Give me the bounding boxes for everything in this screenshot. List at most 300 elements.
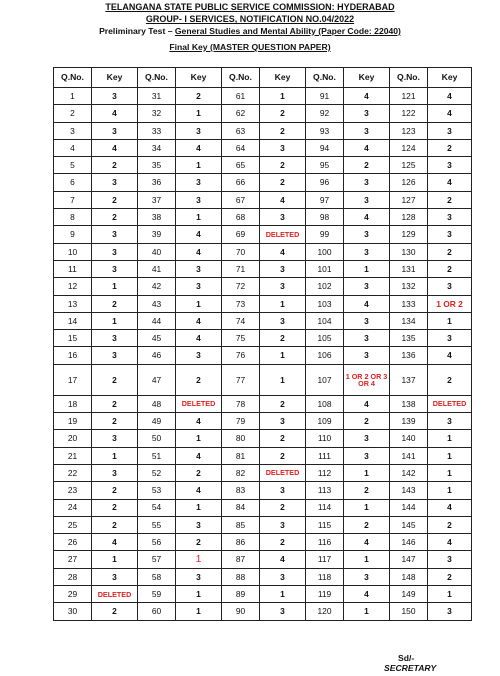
question-number: 108	[306, 395, 344, 412]
answer-key: 2	[428, 243, 472, 260]
question-number: 47	[138, 364, 176, 395]
answer-key: 2	[92, 516, 138, 533]
table-row	[54, 312, 472, 329]
question-number: 95	[306, 157, 344, 174]
answer-key: 4	[428, 499, 472, 516]
question-number: 36	[138, 174, 176, 191]
table-row	[54, 364, 472, 395]
question-number: 123	[390, 122, 428, 139]
answer-key: 4	[344, 395, 390, 412]
answer-key: 2	[428, 568, 472, 585]
answer-key: 1	[260, 586, 306, 603]
answer-key: 3	[176, 191, 222, 208]
table-row	[54, 534, 472, 551]
question-number: 16	[54, 347, 92, 364]
answer-key: 2	[92, 413, 138, 430]
question-number: 91	[306, 88, 344, 105]
question-number: 21	[54, 447, 92, 464]
answer-key: 3	[344, 347, 390, 364]
question-number: 80	[222, 430, 260, 447]
question-number: 18	[54, 395, 92, 412]
question-number: 84	[222, 499, 260, 516]
question-number: 65	[222, 157, 260, 174]
table-row	[54, 174, 472, 191]
answer-key: 2	[92, 482, 138, 499]
answer-key: 4	[260, 551, 306, 568]
answer-key: 3	[344, 330, 390, 347]
answer-key: 4	[428, 88, 472, 105]
question-number: 4	[54, 139, 92, 156]
question-number: 31	[138, 88, 176, 105]
answer-key: 2	[176, 88, 222, 105]
answer-key: 1	[92, 278, 138, 295]
question-number: 128	[390, 209, 428, 226]
table-row	[54, 278, 472, 295]
question-number: 24	[54, 499, 92, 516]
question-number: 38	[138, 209, 176, 226]
answer-key: 1	[428, 464, 472, 481]
question-number: 3	[54, 122, 92, 139]
question-number: 75	[222, 330, 260, 347]
question-number: 103	[306, 295, 344, 312]
question-number: 33	[138, 122, 176, 139]
question-number: 102	[306, 278, 344, 295]
answer-key: 2	[260, 157, 306, 174]
question-number: 117	[306, 551, 344, 568]
column-header-key: Key	[428, 68, 472, 88]
question-number: 129	[390, 226, 428, 243]
answer-key: 3	[260, 482, 306, 499]
table-row	[54, 157, 472, 174]
table-row	[54, 88, 472, 105]
answer-key: 2	[92, 295, 138, 312]
question-number: 76	[222, 347, 260, 364]
signatory-title: SECRETARY	[384, 663, 437, 673]
question-number: 85	[222, 516, 260, 533]
answer-key: 2	[176, 364, 222, 395]
table-header-row	[54, 68, 472, 88]
table-row	[54, 260, 472, 277]
question-number: 86	[222, 534, 260, 551]
paper-title-prefix: Preliminary Test –	[99, 26, 175, 36]
answer-key: 1	[428, 447, 472, 464]
table-row	[54, 395, 472, 412]
answer-key: 1	[428, 312, 472, 329]
question-number: 23	[54, 482, 92, 499]
answer-key: 2	[260, 395, 306, 412]
answer-key: 3	[260, 568, 306, 585]
question-number: 11	[54, 260, 92, 277]
answer-key: 1	[176, 157, 222, 174]
question-number: 150	[390, 603, 428, 620]
table-row	[54, 482, 472, 499]
answer-key: 4	[428, 534, 472, 551]
answer-key: 4	[176, 139, 222, 156]
question-number: 113	[306, 482, 344, 499]
answer-key: 3	[344, 278, 390, 295]
question-number: 51	[138, 447, 176, 464]
column-header-key: Key	[176, 68, 222, 88]
question-number: 132	[390, 278, 428, 295]
answer-key: 4	[176, 447, 222, 464]
answer-key: 3	[260, 260, 306, 277]
answer-key: DELETED	[260, 226, 306, 243]
answer-key: 4	[260, 191, 306, 208]
question-number: 68	[222, 209, 260, 226]
answer-key: 2	[428, 260, 472, 277]
answer-key: 2	[176, 534, 222, 551]
answer-key: 3	[260, 139, 306, 156]
table-row	[54, 226, 472, 243]
question-number: 127	[390, 191, 428, 208]
question-number: 39	[138, 226, 176, 243]
column-header-key: Key	[260, 68, 306, 88]
answer-key: DELETED	[428, 395, 472, 412]
answer-key: 2	[92, 157, 138, 174]
answer-key: 4	[176, 312, 222, 329]
table-row	[54, 330, 472, 347]
question-number: 58	[138, 568, 176, 585]
answer-key: 4	[344, 295, 390, 312]
question-number: 122	[390, 105, 428, 122]
answer-key: DELETED	[260, 464, 306, 481]
question-number: 54	[138, 499, 176, 516]
question-number: 42	[138, 278, 176, 295]
question-number: 70	[222, 243, 260, 260]
answer-key: 3	[176, 516, 222, 533]
answer-key: 3	[428, 122, 472, 139]
answer-key: 3	[176, 278, 222, 295]
answer-key: 4	[428, 174, 472, 191]
answer-key: 3	[428, 226, 472, 243]
answer-key: 3	[344, 122, 390, 139]
column-header-qno: Q.No.	[222, 68, 260, 88]
question-number: 82	[222, 464, 260, 481]
question-number: 94	[306, 139, 344, 156]
answer-key: 4	[344, 534, 390, 551]
column-header-qno: Q.No.	[390, 68, 428, 88]
question-number: 46	[138, 347, 176, 364]
answer-key: 1	[92, 312, 138, 329]
question-number: 67	[222, 191, 260, 208]
question-number: 12	[54, 278, 92, 295]
table-row	[54, 347, 472, 364]
paper-title	[0, 26, 500, 36]
column-header-key: Key	[92, 68, 138, 88]
question-number: 100	[306, 243, 344, 260]
answer-key: 1 OR 2	[428, 295, 472, 312]
table-row	[54, 139, 472, 156]
answer-key: 2	[260, 174, 306, 191]
question-number: 131	[390, 260, 428, 277]
answer-key: 3	[260, 413, 306, 430]
answer-key: 2	[92, 603, 138, 620]
question-number: 144	[390, 499, 428, 516]
answer-key: 2	[92, 499, 138, 516]
question-number: 37	[138, 191, 176, 208]
question-number: 133	[390, 295, 428, 312]
table-row	[54, 295, 472, 312]
question-number: 14	[54, 312, 92, 329]
answer-key: 2	[92, 191, 138, 208]
answer-key: 3	[428, 413, 472, 430]
answer-key: 4	[344, 209, 390, 226]
question-number: 149	[390, 586, 428, 603]
question-number: 97	[306, 191, 344, 208]
question-number: 134	[390, 312, 428, 329]
question-number: 87	[222, 551, 260, 568]
question-number: 140	[390, 430, 428, 447]
answer-key: 2	[344, 482, 390, 499]
question-number: 6	[54, 174, 92, 191]
answer-key: 2	[344, 157, 390, 174]
answer-key: 1	[428, 430, 472, 447]
question-number: 90	[222, 603, 260, 620]
paper-title-name: General Studies and Mental Ability (Paper Code: 22040)	[174, 26, 401, 36]
question-number: 29	[54, 586, 92, 603]
answer-key: 2	[92, 209, 138, 226]
answer-key: 3	[344, 243, 390, 260]
answer-key: 1	[344, 551, 390, 568]
table-row	[54, 122, 472, 139]
answer-key: 3	[344, 105, 390, 122]
question-number: 30	[54, 603, 92, 620]
answer-key: 1	[92, 447, 138, 464]
question-number: 73	[222, 295, 260, 312]
answer-key: 1	[92, 551, 138, 568]
answer-key: 1	[428, 586, 472, 603]
table-row	[54, 105, 472, 122]
answer-key: 4	[92, 139, 138, 156]
question-number: 64	[222, 139, 260, 156]
question-number: 71	[222, 260, 260, 277]
answer-key: 2	[428, 191, 472, 208]
answer-key: 2	[428, 139, 472, 156]
question-number: 99	[306, 226, 344, 243]
question-number: 116	[306, 534, 344, 551]
question-number: 27	[54, 551, 92, 568]
answer-key: 3	[260, 603, 306, 620]
question-number: 15	[54, 330, 92, 347]
answer-key: 1	[176, 209, 222, 226]
answer-key: 2	[260, 105, 306, 122]
answer-key: 4	[428, 347, 472, 364]
answer-key: 2	[260, 330, 306, 347]
question-number: 143	[390, 482, 428, 499]
answer-key: 4	[176, 482, 222, 499]
answer-key: 3	[344, 226, 390, 243]
answer-key: DELETED	[176, 395, 222, 412]
question-number: 93	[306, 122, 344, 139]
question-number: 139	[390, 413, 428, 430]
answer-key: 1	[260, 295, 306, 312]
column-header-qno: Q.No.	[306, 68, 344, 88]
column-header-qno: Q.No.	[54, 68, 92, 88]
answer-key: 3	[92, 122, 138, 139]
answer-key: 3	[176, 260, 222, 277]
answer-key: 1	[260, 88, 306, 105]
question-number: 9	[54, 226, 92, 243]
question-number: 124	[390, 139, 428, 156]
answer-key: 2	[260, 534, 306, 551]
answer-key: 3	[92, 347, 138, 364]
question-number: 62	[222, 105, 260, 122]
answer-key: 3	[428, 551, 472, 568]
question-number: 56	[138, 534, 176, 551]
answer-key: 3	[344, 430, 390, 447]
question-number: 69	[222, 226, 260, 243]
answer-key: 3	[260, 516, 306, 533]
answer-key: 2	[260, 447, 306, 464]
question-number: 92	[306, 105, 344, 122]
table-row	[54, 586, 472, 603]
question-number: 59	[138, 586, 176, 603]
answer-key: 4	[260, 243, 306, 260]
question-number: 2	[54, 105, 92, 122]
question-number: 104	[306, 312, 344, 329]
question-number: 28	[54, 568, 92, 585]
question-number: 146	[390, 534, 428, 551]
question-number: 45	[138, 330, 176, 347]
answer-key: 1	[344, 464, 390, 481]
question-number: 109	[306, 413, 344, 430]
answer-key: 3	[344, 568, 390, 585]
answer-key: 2	[344, 413, 390, 430]
question-number: 130	[390, 243, 428, 260]
question-number: 48	[138, 395, 176, 412]
question-number: 88	[222, 568, 260, 585]
answer-key: 3	[428, 157, 472, 174]
answer-key: 3	[428, 330, 472, 347]
answer-key: 3	[92, 226, 138, 243]
question-number: 26	[54, 534, 92, 551]
question-number: 145	[390, 516, 428, 533]
question-number: 115	[306, 516, 344, 533]
question-number: 121	[390, 88, 428, 105]
answer-key: 1	[176, 295, 222, 312]
question-number: 77	[222, 364, 260, 395]
question-number: 41	[138, 260, 176, 277]
question-number: 101	[306, 260, 344, 277]
question-number: 112	[306, 464, 344, 481]
question-number: 107	[306, 364, 344, 395]
question-number: 137	[390, 364, 428, 395]
answer-key: 4	[428, 105, 472, 122]
answer-key: 3	[92, 243, 138, 260]
answer-key: 4	[344, 88, 390, 105]
table-row	[54, 413, 472, 430]
question-number: 135	[390, 330, 428, 347]
answer-key: 1	[344, 603, 390, 620]
question-number: 44	[138, 312, 176, 329]
question-number: 63	[222, 122, 260, 139]
answer-key: 3	[92, 464, 138, 481]
question-number: 52	[138, 464, 176, 481]
question-number: 148	[390, 568, 428, 585]
question-number: 81	[222, 447, 260, 464]
answer-key: 3	[428, 278, 472, 295]
question-number: 50	[138, 430, 176, 447]
answer-key: 4	[176, 226, 222, 243]
question-number: 13	[54, 295, 92, 312]
answer-key: 3	[176, 122, 222, 139]
column-header-key: Key	[344, 68, 390, 88]
answer-key: 4	[176, 243, 222, 260]
answer-key: 3	[428, 209, 472, 226]
table-row	[54, 191, 472, 208]
commission-title: TELANGANA STATE PUBLIC SERVICE COMMISSION: HYDERABAD	[105, 2, 395, 12]
answer-key: 1 OR 2 OR 3 OR 4	[344, 364, 390, 395]
answer-key: 3	[344, 174, 390, 191]
answer-key: 3	[92, 330, 138, 347]
question-number: 126	[390, 174, 428, 191]
answer-key: 4	[176, 413, 222, 430]
answer-key: 3	[344, 312, 390, 329]
answer-key: 3	[92, 88, 138, 105]
answer-key: 1	[260, 364, 306, 395]
question-number: 61	[222, 88, 260, 105]
table-row	[54, 603, 472, 620]
question-number: 105	[306, 330, 344, 347]
question-number: 32	[138, 105, 176, 122]
question-number: 53	[138, 482, 176, 499]
question-number: 49	[138, 413, 176, 430]
answer-key-table	[53, 67, 472, 621]
table-row	[54, 430, 472, 447]
column-header-qno: Q.No.	[138, 68, 176, 88]
answer-key: 2	[428, 364, 472, 395]
answer-key: 2	[260, 122, 306, 139]
answer-key: 1	[344, 260, 390, 277]
answer-key: 4	[92, 534, 138, 551]
question-number: 10	[54, 243, 92, 260]
answer-key: 3	[428, 603, 472, 620]
answer-key: 4	[344, 139, 390, 156]
table-row	[54, 499, 472, 516]
question-number: 106	[306, 347, 344, 364]
answer-key: 2	[92, 364, 138, 395]
notification-title: GROUP- I SERVICES, NOTIFICATION NO.04/2022	[145, 14, 355, 24]
question-number: 57	[138, 551, 176, 568]
answer-key: 1	[176, 499, 222, 516]
answer-key: 3	[92, 568, 138, 585]
question-number: 120	[306, 603, 344, 620]
answer-key: 1	[176, 430, 222, 447]
question-number: 20	[54, 430, 92, 447]
question-number: 142	[390, 464, 428, 481]
answer-key: DELETED	[92, 586, 138, 603]
answer-key: 4	[92, 105, 138, 122]
answer-key: 3	[92, 174, 138, 191]
answer-key: 1	[176, 586, 222, 603]
answer-key: 2	[428, 516, 472, 533]
answer-key: 1	[176, 551, 222, 568]
table-row	[54, 516, 472, 533]
answer-key: 2	[260, 430, 306, 447]
question-number: 1	[54, 88, 92, 105]
question-number: 98	[306, 209, 344, 226]
question-number: 114	[306, 499, 344, 516]
signature-sd: Sd/-	[398, 653, 415, 663]
question-number: 78	[222, 395, 260, 412]
answer-key: 3	[260, 312, 306, 329]
answer-key: 1	[428, 482, 472, 499]
question-number: 96	[306, 174, 344, 191]
answer-key: 3	[176, 347, 222, 364]
answer-key: 3	[92, 430, 138, 447]
question-number: 74	[222, 312, 260, 329]
answer-key: 1	[176, 105, 222, 122]
